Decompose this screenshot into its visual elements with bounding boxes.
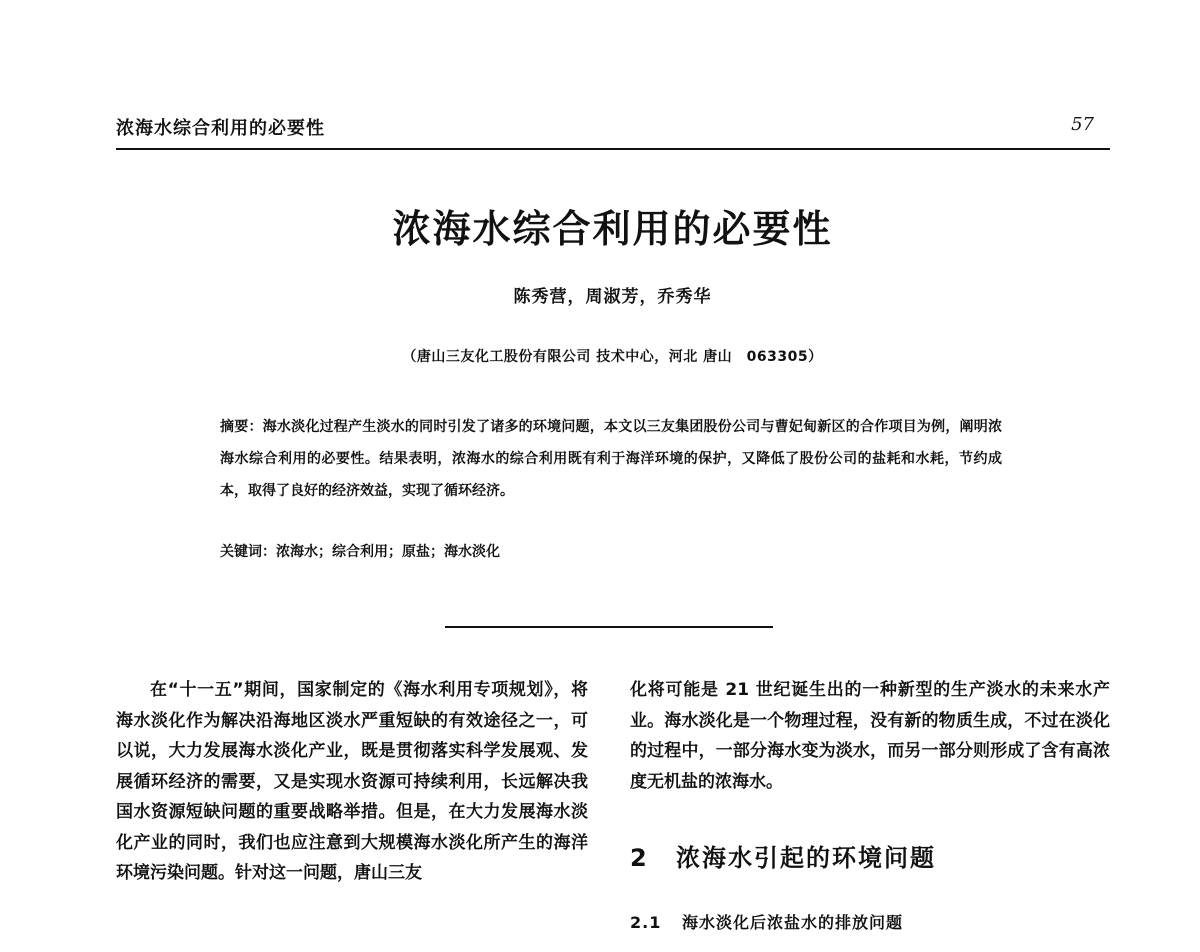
- keywords: 关键词：浓海水；综合利用；原盐；海水淡化: [220, 544, 500, 560]
- author-affiliation: （唐山三友化工股份有限公司 技术中心，河北 唐山 063305）: [402, 349, 823, 365]
- section-title: 浓海水引起的环境问题: [676, 844, 936, 872]
- article-title: 浓海水综合利用的必要性: [392, 206, 833, 251]
- section-heading: [630, 838, 936, 873]
- body-column-right: [630, 675, 1110, 797]
- page-number: 57: [1071, 114, 1094, 135]
- author-list: 陈秀营，周淑芳，乔秀华: [513, 287, 712, 307]
- body-paragraph: 化将可能是 21 世纪诞生出的一种新型的生产淡水的未来水产业。海水淡化是一个物理过程，没有新的物质生成，不过在淡化的过程中，一部分海水变为淡水，而另一部分则形成了含有高浓度无机盐的浓海水。: [630, 680, 1110, 792]
- subsection-heading: [630, 910, 903, 933]
- body-column-left: [116, 675, 588, 889]
- running-title: 浓海水综合利用的必要性: [116, 118, 325, 139]
- subsection-number: 2.1: [630, 913, 662, 932]
- running-header: [116, 114, 1110, 144]
- body-paragraph: 在“十一五”期间，国家制定的《海水利用专项规划》，将海水淡化作为解决沿海地区淡水严重短缺的有效途径之一，可以说，大力发展海水淡化产业，既是贯彻落实科学发展观、发展循环经济的需要，又是实现水资源可持续利用，长远解决我国水资源短缺问题的重要战略举措。但是，在大力发展海水淡化产业的同时，我们也应注意到大规模海水淡化所产生的海洋环境污染问题。针对这一问题，唐山三友: [116, 680, 588, 883]
- header-rule: [116, 148, 1110, 150]
- abstract-separator-rule: [445, 626, 773, 628]
- section-number: 2: [630, 844, 649, 872]
- subsection-title: 海水淡化后浓盐水的排放问题: [682, 913, 904, 932]
- abstract: 摘要：海水淡化过程产生淡水的同时引发了诸多的环境问题，本文以三友集团股份公司与曹妃甸新区的合作项目为例，阐明浓海水综合利用的必要性。结果表明，浓海水的综合利用既有利于海洋环境的保护，又降低了股份公司的盐耗和水耗，节约成本，取得了良好的经济效益，实现了循环经济。: [220, 419, 1002, 499]
